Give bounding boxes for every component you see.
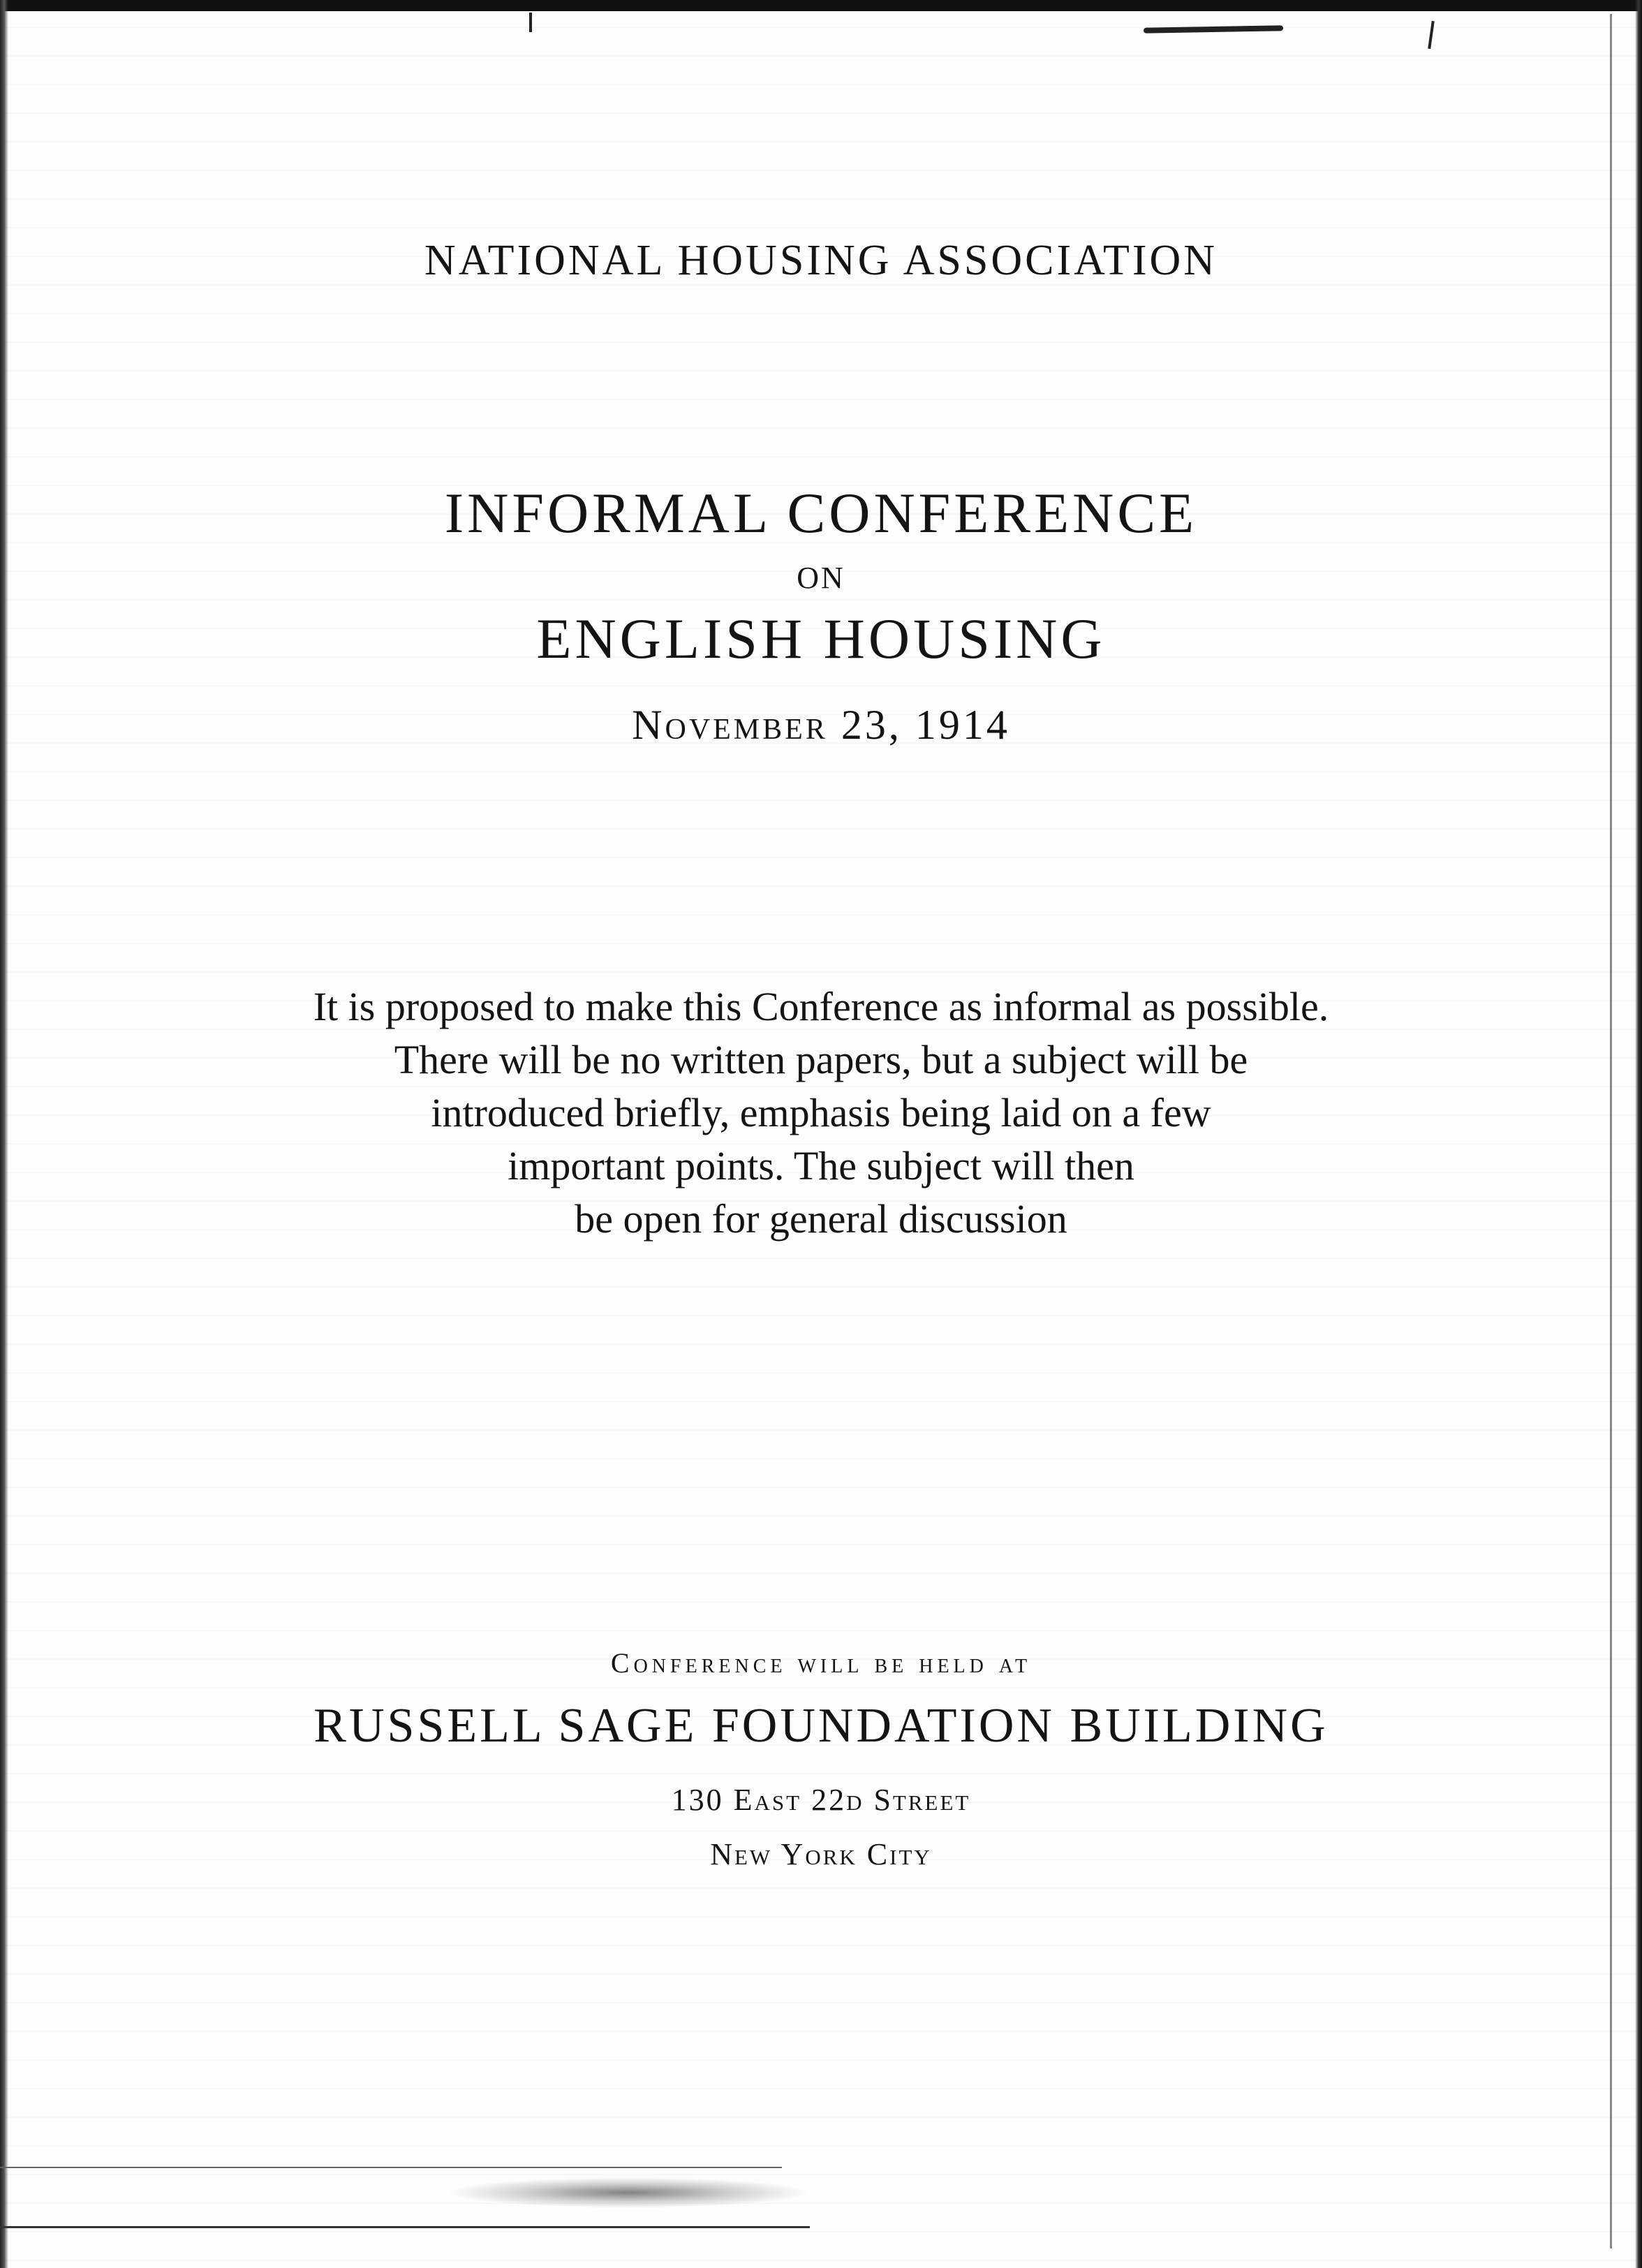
paragraph-line: be open for general discussion [575, 1196, 1067, 1242]
venue-name: RUSSELL SAGE FOUNDATION BUILDING [313, 1699, 1329, 1753]
title-line-2: ON [797, 561, 845, 595]
conference-date: November 23, 1914 [632, 702, 1010, 748]
scan-mark-top-3 [1428, 21, 1435, 49]
title-line-1: INFORMAL CONFERENCE [444, 481, 1198, 545]
paragraph-line: There will be no written papers, but a subject will be [394, 1037, 1248, 1082]
scan-rule-bottom-2 [0, 2167, 782, 2168]
venue-street: 130 East 22d Street [671, 1783, 971, 1817]
paragraph-line: important points. The subject will then [508, 1143, 1134, 1188]
scan-edge-top [0, 0, 1642, 11]
venue-city: New York City [710, 1837, 932, 1871]
scan-smudge [447, 2177, 810, 2208]
paragraph-line: introduced briefly, emphasis being laid on a few [431, 1090, 1211, 1135]
description-paragraph [0, 980, 1642, 1246]
paragraph-line: It is proposed to make this Conference as informal as possible. [313, 984, 1329, 1029]
scan-rule-bottom [0, 2226, 810, 2228]
scan-mark-top-2 [529, 13, 532, 32]
organization-heading: NATIONAL HOUSING ASSOCIATION [424, 237, 1218, 284]
scan-mark-top [1144, 25, 1283, 33]
venue-intro: Conference will be held at [610, 1647, 1032, 1679]
title-line-3: ENGLISH HOUSING [536, 607, 1106, 670]
